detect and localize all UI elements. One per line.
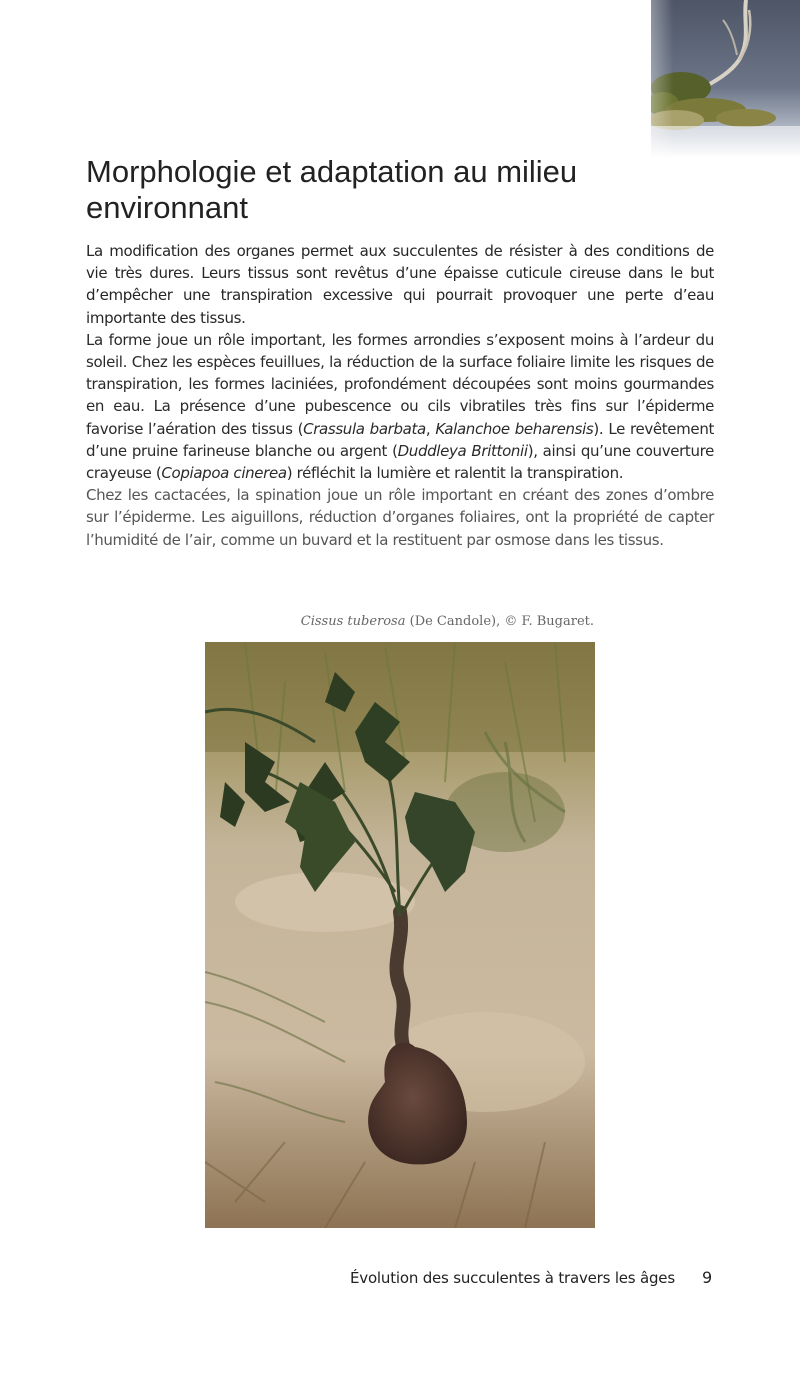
- paragraph-shape: [86, 329, 714, 484]
- paragraph-shape-intro: La forme joue un rôle important, les formes arrondies s’exposent moins à l’ardeur du soleil. Chez les espèces feuillues, la réduction de la surface foliaire limite: [86, 330, 714, 372]
- paragraph-spination: Chez les cactacées, la spination joue un rôle important en créant des zones d’ombre sur l’épiderme. Les aiguillons, réduction d’organes foliaires, ont la propriété de capter l’humidité de l’air, comme un buvard et la restituent par osmose dans les tissus.: [86, 486, 714, 549]
- paragraph-shape-text: ) réfléchit la lumière et ralentit la transpiration.: [286, 464, 624, 483]
- caption-credit: (De Candole), © F. Bugaret.: [405, 614, 594, 629]
- cissus-tuberosa-photo: [205, 642, 595, 1228]
- species-name: Copiapoa cinerea: [161, 464, 287, 483]
- caption-species: Cissus tuberosa: [300, 614, 406, 629]
- page-number: 9: [702, 1268, 713, 1287]
- separator: ,: [425, 419, 436, 438]
- species-name: Crassula barbata: [303, 419, 426, 438]
- body-text: [86, 240, 714, 551]
- paragraph-shape-text: les risques de transpiration, les formes laciniées, profondément découpées sont moins gourmandes en eau. La présence d’une pubescence ou cils vibratiles très fins sur l’épiderme favorise l’aération des tissus (: [86, 353, 714, 438]
- paragraph-cuticle: La modification des organes permet aux succulentes de résister à des conditions de vie très dures. Leurs tissus sont revêtus d’une épaisse cuticule cireuse dans le but d’empêcher une transpiration excessive qui pourrait provoquer une perte d’eau importante des tissus.: [86, 242, 714, 327]
- photo-caption: [200, 614, 594, 629]
- species-name: Kalanchoe beharensis: [435, 419, 594, 438]
- section-heading: Morphologie et adaptation au milieu environnant: [86, 154, 578, 225]
- paragraph-shape-text: ). Le revêtement d’une pruine farineuse blanche ou argent (: [86, 419, 715, 460]
- species-name: Duddleya Brittonii: [397, 441, 528, 460]
- running-footer-title: Évolution des succulentes à travers les âges: [350, 1269, 675, 1287]
- header-tree-photo: [651, 0, 800, 158]
- paragraph-shape-text: ), ainsi qu’une couverture crayeuse (: [86, 441, 714, 483]
